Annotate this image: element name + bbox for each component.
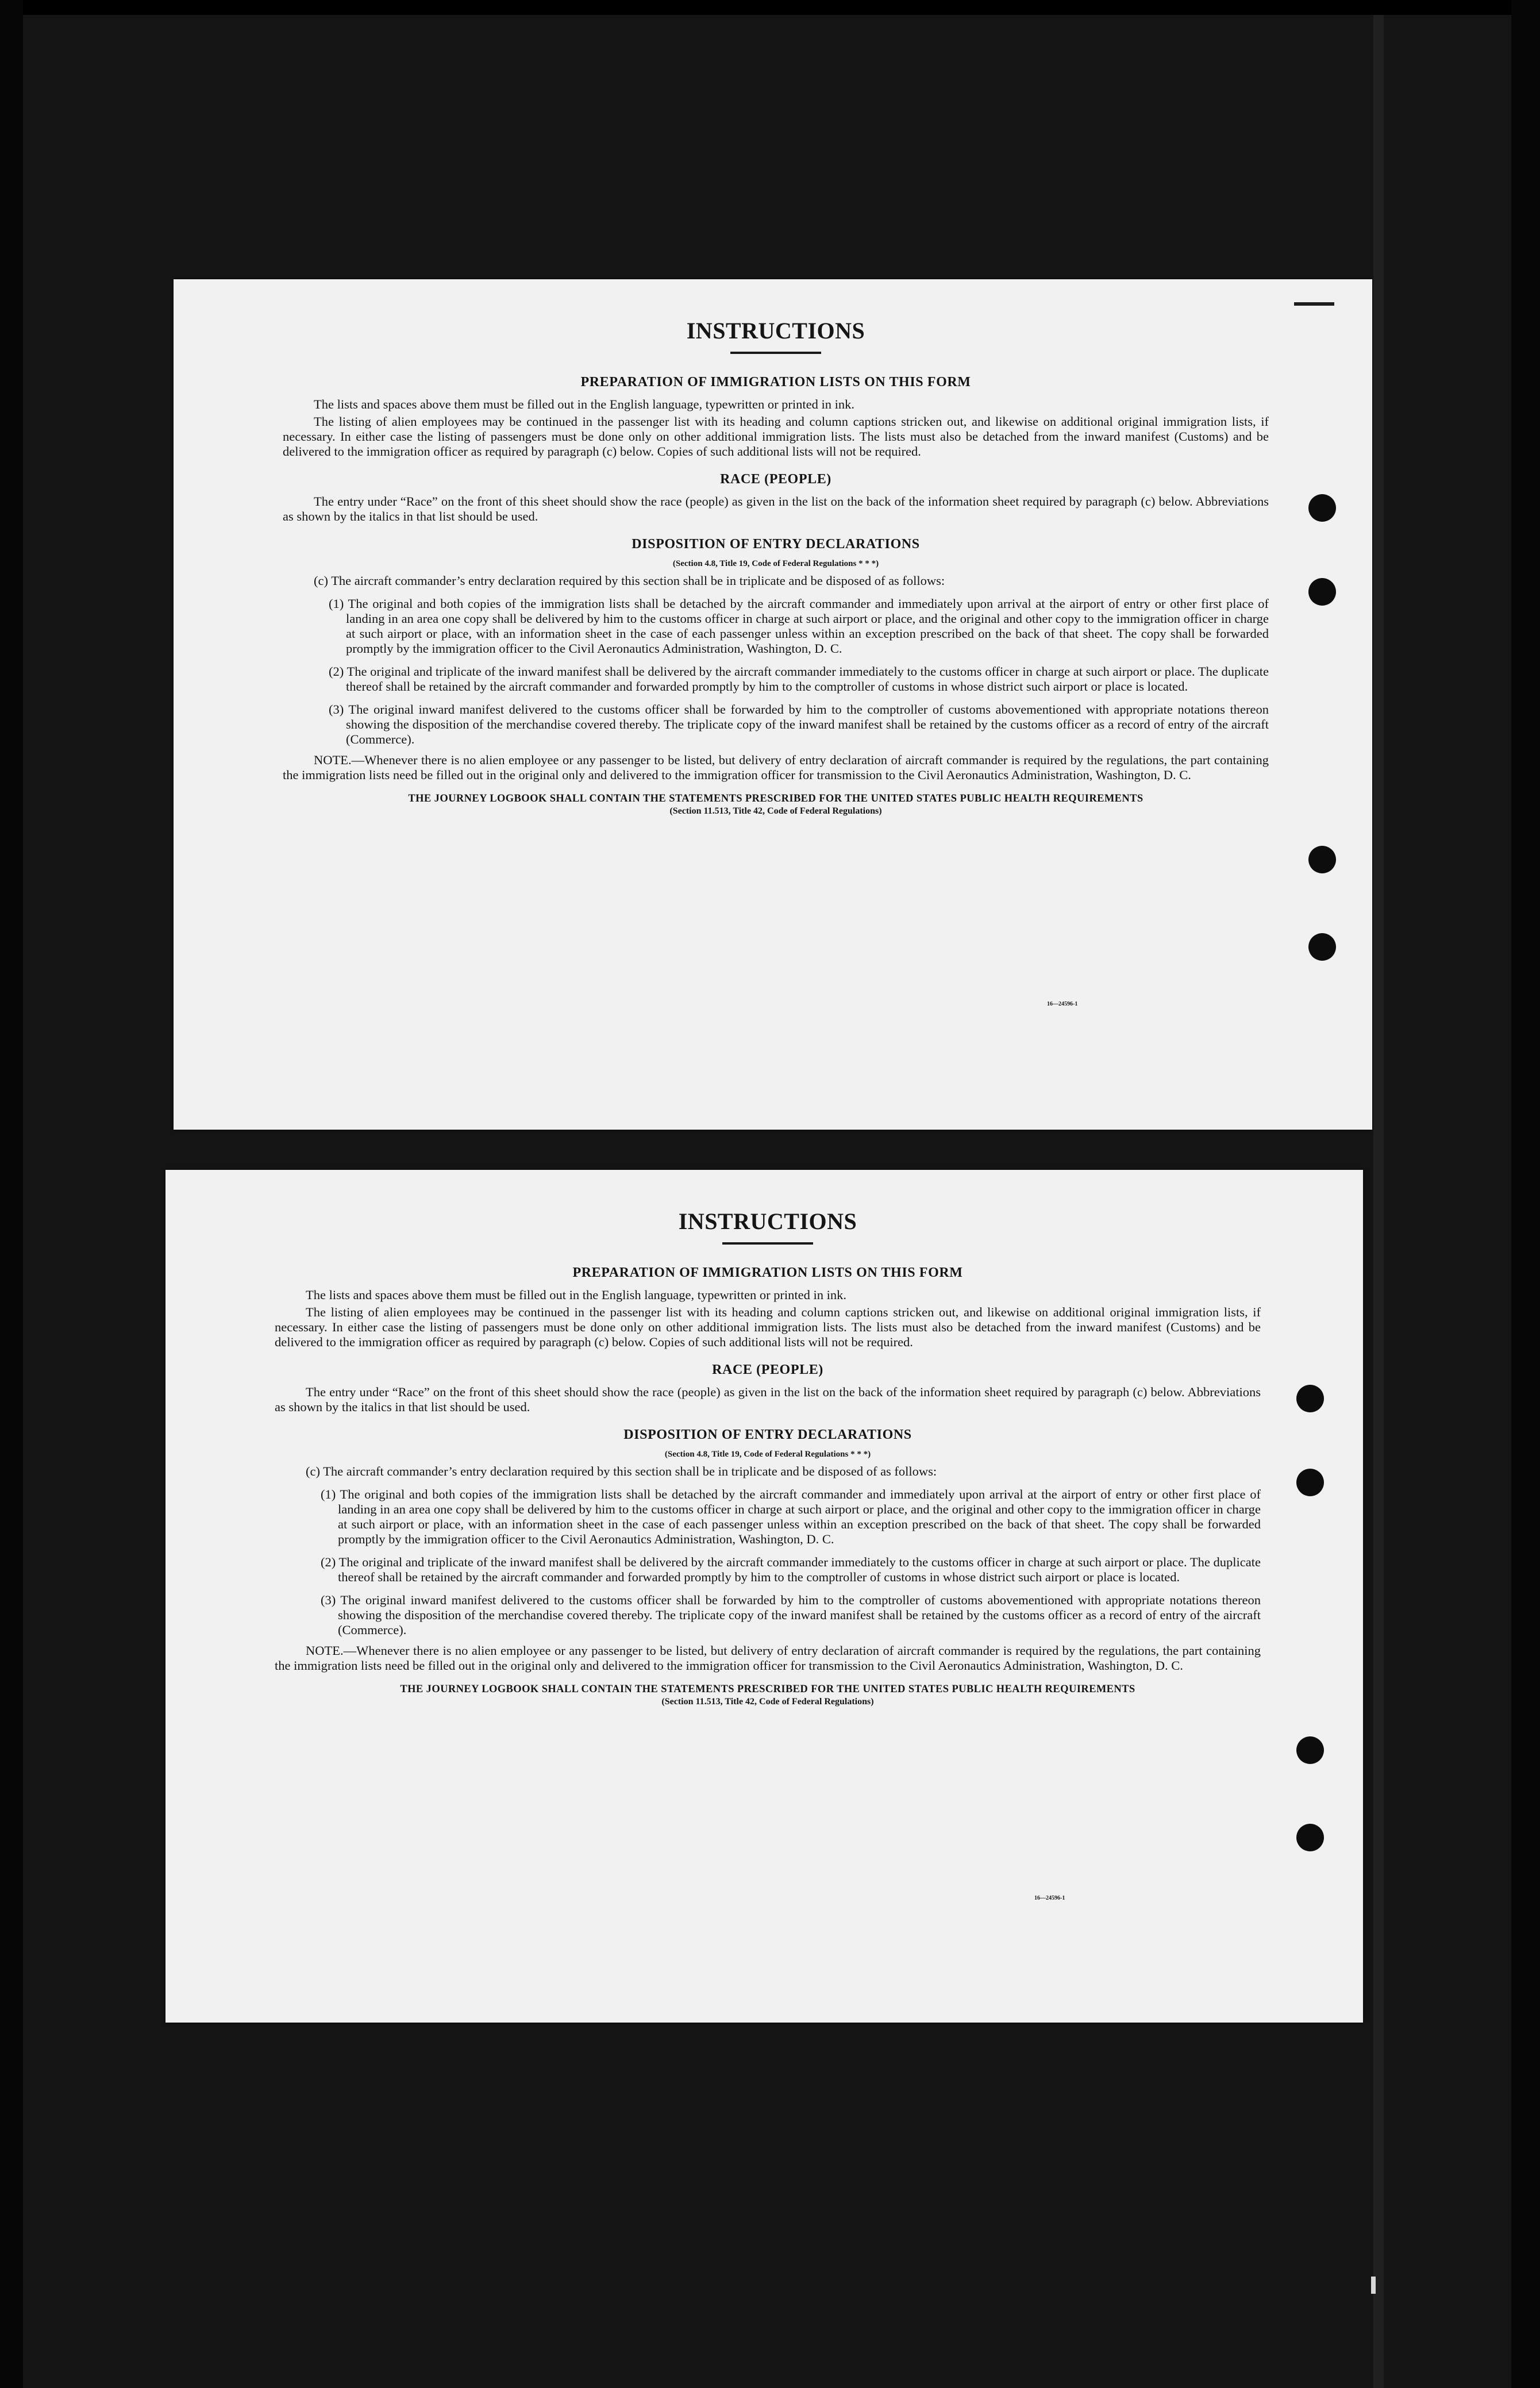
punch-hole [1308,846,1336,873]
punch-hole [1296,1824,1324,1851]
disposition-citation: (Section 4.8, Title 19, Code of Federal Regulations * * *) [672,559,879,568]
preparation-heading: PREPARATION OF IMMIGRATION LISTS ON THIS FORM [572,1265,963,1280]
race-paragraph: The entry under “Race” on the front of this sheet should show the race (people) as given in the list on the back of the information sheet required by paragraph (c) below. Abbreviations as shown by the italics in that list should be used. [283,494,1269,523]
scan-artifact [1371,2277,1376,2294]
note-paragraph: NOTE.—Whenever there is no alien employee or any passenger to be listed, but delivery of entry declaration of aircraft commander is required by the regulations, the part containing the immigration lists need be filled out in the original only and delivered to the immigration officer for transmission to the Civil Aeronautics Administration, Washington, D. C. [283,753,1269,782]
disposition-item-2: (2) The original and triplicate of the inward manifest shall be delivered by the aircraft commander immediately to the customs officer in charge at such airport or place. The duplicate thereof shall be retained by the aircraft commander and forwarded promptly by him to the comptroller of customs in whose district such airport or place is located. [321,1555,1261,1584]
note-paragraph: NOTE.—Whenever there is no alien employee or any passenger to be listed, but delivery of entry declaration of aircraft commander is required by the regulations, the part containing the immigration lists need be filled out in the original only and delivered to the immigration officer for transmission to the Civil Aeronautics Administration, Washington, D. C. [275,1643,1261,1673]
punch-hole [1308,578,1336,606]
disposition-item-2: (2) The original and triplicate of the inward manifest shall be delivered by the aircraft commander immediately to the customs officer in charge at such airport or place. The duplicate thereof shall be retained by the aircraft commander and forwarded promptly by him to the comptroller of customs in whose district such airport or place is located. [329,664,1269,694]
disposition-item-3: (3) The original inward manifest delivered to the customs officer shall be forwarded by him to the comptroller of customs abovementioned with appropriate notations thereon showing the disposition of the merchandise covered thereby. The triplicate copy of the inward manifest shall be retained by the customs officer as a record of entry of the aircraft (Commerce). [321,1593,1261,1637]
journey-logbook-citation: (Section 11.513, Title 42, Code of Federal Regulations) [661,1697,874,1707]
punch-hole [1296,1385,1324,1412]
instruction-sheet-bottom [165,1170,1363,2023]
journey-logbook-statement: THE JOURNEY LOGBOOK SHALL CONTAIN THE STATEMENTS PRESCRIBED FOR THE UNITED STATES PUBLIC HEALTH REQUIREMENTS [400,1684,1135,1695]
form-number: 16—24596-1 [1034,1895,1065,1901]
punch-hole [1296,1736,1324,1764]
preparation-paragraph-1: The lists and spaces above them must be filled out in the English language, typewritten or printed in ink. [314,397,855,411]
title-rule [730,352,821,354]
disposition-item-1: (1) The original and both copies of the immigration lists shall be detached by the aircraft commander and immediately upon arrival at the airport of entry or other first place of landing in an area one copy shall be delivered by him to the customs officer in charge at such airport or place, and the original and other copy to the immigration officer in charge at such airport or place, with an information sheet in the case of each passenger unless within an exception prescribed on the back of that sheet. The copy shall be forwarded promptly by the immigration officer to the Civil Aeronautics Administration, Washington, D. C. [329,596,1269,656]
disposition-item-3: (3) The original inward manifest delivered to the customs officer shall be forwarded by him to the comptroller of customs abovementioned with appropriate notations thereon showing the disposition of the merchandise covered thereby. The triplicate copy of the inward manifest shall be retained by the customs officer as a record of entry of the aircraft (Commerce). [329,702,1269,746]
title-rule [722,1242,813,1245]
disposition-intro: (c) The aircraft commander’s entry declaration required by this section shall be in triplicate and be disposed of as follows: [306,1464,937,1478]
preparation-paragraph-2: The listing of alien employees may be continued in the passenger list with its heading and column captions stricken out, and likewise on additional original immigration lists, if necessary. In either case the listing of passengers must be done only on other additional immigration lists. The lists must also be detached from the inward manifest (Customs) and be delivered to the immigration officer as required by paragraph (c) below. Copies of such additional lists will not be required. [275,1305,1261,1349]
scanner-top-border [0,0,1540,15]
journey-logbook-statement: THE JOURNEY LOGBOOK SHALL CONTAIN THE STATEMENTS PRESCRIBED FOR THE UNITED STATES PUBLIC HEALTH REQUIREMENTS [408,793,1144,804]
preparation-heading: PREPARATION OF IMMIGRATION LISTS ON THIS FORM [580,375,971,390]
scan-left-edge [0,0,23,2388]
form-number: 16—24596-1 [1047,1001,1078,1007]
preparation-paragraph-2: The listing of alien employees may be continued in the passenger list with its heading and column captions stricken out, and likewise on additional original immigration lists, if necessary. In either case the listing of passengers must be done only on other additional immigration lists. The lists must also be detached from the inward manifest (Customs) and be delivered to the immigration officer as required by paragraph (c) below. Copies of such additional lists will not be required. [283,414,1269,459]
ink-mark [1294,302,1334,306]
race-heading: RACE (PEOPLE) [712,1362,823,1377]
race-paragraph: The entry under “Race” on the front of this sheet should show the race (people) as given in the list on the back of the information sheet required by paragraph (c) below. Abbreviations as shown by the italics in that list should be used. [275,1385,1261,1414]
sheet-content [275,1209,1261,1707]
race-heading: RACE (PEOPLE) [720,472,831,487]
preparation-paragraph-1: The lists and spaces above them must be filled out in the English language, typewritten or printed in ink. [306,1288,847,1302]
scan-streak [1373,15,1384,2388]
sheet-title: INSTRUCTIONS [678,1208,857,1234]
journey-logbook-citation: (Section 11.513, Title 42, Code of Federal Regulations) [669,806,882,816]
sheet-title: INSTRUCTIONS [686,318,865,344]
scan-right-edge [1511,0,1540,2388]
disposition-item-1: (1) The original and both copies of the immigration lists shall be detached by the aircraft commander and immediately upon arrival at the airport of entry or other first place of landing in an area one copy shall be delivered by him to the customs officer in charge at such airport or place, and the original and other copy to the immigration officer in charge at such airport or place, with an information sheet in the case of each passenger unless within an exception prescribed on the back of that sheet. The copy shall be forwarded promptly by the immigration officer to the Civil Aeronautics Administration, Washington, D. C. [321,1487,1261,1546]
disposition-intro: (c) The aircraft commander’s entry declaration required by this section shall be in triplicate and be disposed of as follows: [314,573,945,588]
disposition-heading: DISPOSITION OF ENTRY DECLARATIONS [632,537,920,552]
disposition-citation: (Section 4.8, Title 19, Code of Federal Regulations * * *) [664,1450,871,1459]
sheet-content [283,318,1269,816]
punch-hole [1308,933,1336,961]
punch-hole [1308,494,1336,522]
instruction-sheet-top [174,279,1372,1130]
disposition-heading: DISPOSITION OF ENTRY DECLARATIONS [623,1427,912,1442]
punch-hole [1296,1469,1324,1496]
